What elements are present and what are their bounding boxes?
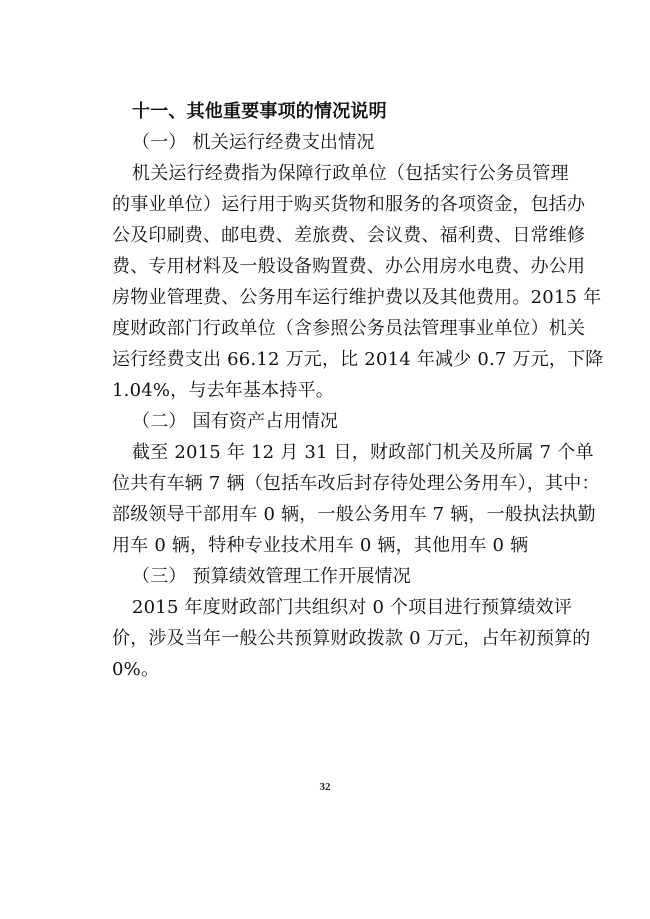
- paragraph-line: 2015 年度财政部门共组织对 0 个项目进行预算绩效评: [132, 597, 573, 618]
- subsection-title-3: （三） 预算绩效管理工作开展情况: [132, 566, 411, 587]
- subsection-title-2: （二） 国有资产占用情况: [132, 411, 339, 432]
- subsection-title-1: （一） 机关运行经费支出情况: [132, 132, 375, 153]
- paragraph-line: 度财政部门行政单位（含参照公务员法管理事业单位）机关: [112, 318, 586, 339]
- document-body: [112, 96, 604, 685]
- page-number: 32: [319, 781, 331, 793]
- paragraph-line: 公及印刷费、邮电费、差旅费、会议费、福利费、日常维修: [112, 225, 586, 246]
- paragraph-line: 费、专用材料及一般设备购置费、办公用房水电费、办公用: [112, 256, 586, 277]
- paragraph-line: 价，涉及当年一般公共预算财政拨款 0 万元，占年初预算的: [112, 628, 591, 649]
- paragraph-line: 房物业管理费、公务用车运行维护费以及其他费用。2015 年: [112, 287, 602, 308]
- paragraph-line: 机关运行经费指为保障行政单位（包括实行公务员管理: [132, 163, 569, 184]
- section-heading: 十一、其他重要事项的情况说明: [132, 101, 387, 122]
- paragraph-line: 截至 2015 年 12 月 31 日，财政部门机关及所属 7 个单: [132, 442, 594, 463]
- paragraph-line: 0%。: [112, 659, 160, 680]
- paragraph-line: 位共有车辆 7 辆（包括车改后封存待处理公务用车），其中：: [112, 473, 600, 494]
- paragraph-line: 运行经费支出 66.12 万元，比 2014 年减少 0.7 万元，下降: [112, 349, 604, 370]
- paragraph-line: 的事业单位）运行用于购买货物和服务的各项资金，包括办: [112, 194, 586, 215]
- paragraph-line: 1.04%，与去年基本持平。: [112, 380, 334, 401]
- paragraph-line: 用车 0 辆，特种专业技术用车 0 辆，其他用车 0 辆: [112, 535, 529, 556]
- paragraph-line: 部级领导干部用车 0 辆，一般公务用车 7 辆，一般执法执勤: [112, 504, 596, 525]
